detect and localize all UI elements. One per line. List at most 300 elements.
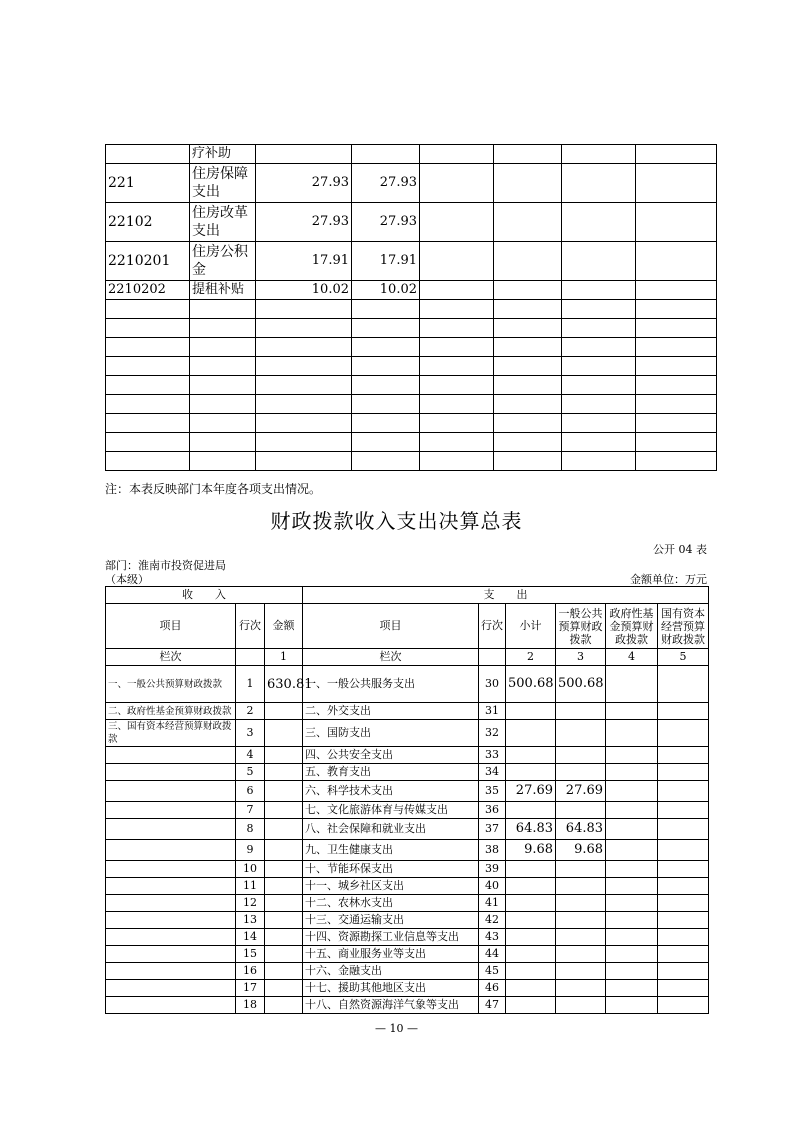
income-amount-cell — [265, 861, 303, 878]
expense-item-cell: 四、公共安全支出 — [303, 747, 479, 764]
col-item: 项目 — [106, 604, 236, 649]
code-cell — [106, 433, 190, 452]
amount-cell: 10.02 — [256, 281, 352, 300]
col-amount: 金额 — [265, 604, 303, 649]
amount-cell — [256, 300, 352, 319]
table-row — [106, 203, 717, 242]
col-item2: 项目 — [303, 604, 479, 649]
fiscal-summary-table — [105, 586, 709, 1014]
expense-item-cell: 十、节能环保支出 — [303, 861, 479, 878]
expense-row-cell: 31 — [479, 703, 506, 720]
code-cell — [106, 319, 190, 338]
state-capital-cell — [658, 703, 709, 720]
expense-item-cell: 十三、交通运输支出 — [303, 912, 479, 929]
income-row-cell: 5 — [236, 764, 265, 781]
page-number: — 10 — — [375, 1022, 418, 1035]
income-amount-cell — [265, 895, 303, 912]
empty-cell — [420, 452, 494, 471]
empty-cell — [562, 395, 636, 414]
state-capital-cell — [658, 720, 709, 747]
fund-budget-cell — [606, 929, 658, 946]
income-item-cell — [106, 929, 236, 946]
expense-row-cell: 44 — [479, 946, 506, 963]
fund-budget-cell — [606, 878, 658, 895]
general-budget-cell: 10.02 — [352, 281, 420, 300]
expense-item-cell: 二、外交支出 — [303, 703, 479, 720]
empty-cell — [636, 281, 717, 300]
income-item-cell — [106, 946, 236, 963]
fund-budget-cell — [606, 861, 658, 878]
col-number-2: 2 — [506, 649, 556, 666]
income-row-cell: 11 — [236, 878, 265, 895]
empty-cell — [562, 242, 636, 281]
table-row — [106, 357, 717, 376]
fund-budget-cell — [606, 802, 658, 819]
amount-cell — [256, 145, 352, 164]
expense-item-cell: 七、文化旅游体育与传媒支出 — [303, 802, 479, 819]
col-row: 行次 — [236, 604, 265, 649]
empty-cell — [494, 338, 562, 357]
income-item-cell — [106, 819, 236, 840]
fund-budget-cell — [606, 946, 658, 963]
income-row-cell: 1 — [236, 666, 265, 703]
table-row — [106, 145, 717, 164]
general-budget-cell — [556, 861, 606, 878]
state-capital-cell — [658, 912, 709, 929]
income-item-cell — [106, 764, 236, 781]
expense-row-cell: 36 — [479, 802, 506, 819]
empty-cell — [636, 203, 717, 242]
state-capital-cell — [658, 802, 709, 819]
general-budget-cell — [556, 929, 606, 946]
income-item-cell — [106, 861, 236, 878]
subtotal-cell — [506, 980, 556, 997]
empty-cell — [636, 164, 717, 203]
expense-row-cell: 39 — [479, 861, 506, 878]
income-amount-cell — [265, 764, 303, 781]
empty-cell — [562, 414, 636, 433]
subtotal-cell — [506, 878, 556, 895]
empty-cell — [420, 395, 494, 414]
income-item-cell — [106, 802, 236, 819]
empty-cell — [562, 376, 636, 395]
expense-item-cell: 一、一般公共服务支出 — [303, 666, 479, 703]
income-row-cell: 12 — [236, 895, 265, 912]
subtotal-cell — [506, 720, 556, 747]
state-capital-cell — [658, 878, 709, 895]
table-row — [106, 781, 709, 802]
lanci-label-2: 栏次 — [303, 649, 479, 666]
income-amount-cell — [265, 819, 303, 840]
amount-cell: 27.93 — [256, 203, 352, 242]
table-row — [106, 878, 709, 895]
col-subtotal: 小计 — [506, 604, 556, 649]
empty-cell — [420, 203, 494, 242]
income-amount-cell — [265, 980, 303, 997]
subtotal-cell — [506, 963, 556, 980]
state-capital-cell — [658, 764, 709, 781]
table-row — [106, 802, 709, 819]
income-amount-cell — [265, 878, 303, 895]
table-row — [106, 929, 709, 946]
empty-cell — [420, 338, 494, 357]
level-label: （本级） — [105, 573, 149, 586]
income-item-cell — [106, 895, 236, 912]
fund-budget-cell — [606, 997, 658, 1014]
general-budget-cell — [352, 376, 420, 395]
general-budget-cell — [352, 452, 420, 471]
empty-cell — [494, 395, 562, 414]
empty-cell — [562, 357, 636, 376]
empty-cell — [420, 145, 494, 164]
name-cell — [190, 300, 256, 319]
table-row — [106, 395, 717, 414]
fund-budget-cell — [606, 895, 658, 912]
empty-cell — [494, 433, 562, 452]
income-row-cell: 2 — [236, 703, 265, 720]
expense-item-cell: 十七、援助其他地区支出 — [303, 980, 479, 997]
income-amount-cell — [265, 929, 303, 946]
expense-row-cell: 34 — [479, 764, 506, 781]
empty-cell — [636, 395, 717, 414]
table-row — [106, 840, 709, 861]
fund-budget-cell — [606, 980, 658, 997]
page-title: 财政拨款收入支出决算总表 — [270, 509, 523, 533]
table-row — [106, 376, 717, 395]
income-item-cell: 三、国有资本经营预算财政拨款 — [106, 720, 236, 747]
expense-row-cell: 40 — [479, 878, 506, 895]
table-note: 注：本表反映部门本年度各项支出情况。 — [105, 482, 322, 496]
income-amount-cell: 630.81 — [265, 666, 303, 703]
empty-cell — [562, 203, 636, 242]
income-header: 收 入 — [106, 587, 303, 604]
code-cell — [106, 145, 190, 164]
fund-budget-cell — [606, 666, 658, 703]
empty-cell — [420, 414, 494, 433]
code-cell — [106, 300, 190, 319]
general-budget-cell — [556, 997, 606, 1014]
income-amount-cell — [265, 781, 303, 802]
code-cell — [106, 395, 190, 414]
general-budget-cell — [556, 703, 606, 720]
empty-cell — [494, 281, 562, 300]
empty-cell — [562, 300, 636, 319]
income-amount-cell — [265, 747, 303, 764]
subtotal-cell — [506, 929, 556, 946]
general-budget-cell — [556, 878, 606, 895]
fund-budget-cell — [606, 963, 658, 980]
general-budget-cell — [556, 764, 606, 781]
expense-item-cell: 六、科学技术支出 — [303, 781, 479, 802]
income-item-cell — [106, 980, 236, 997]
subtotal-cell — [506, 703, 556, 720]
income-amount-cell — [265, 963, 303, 980]
state-capital-cell — [658, 946, 709, 963]
table-row — [106, 912, 709, 929]
income-item-cell — [106, 781, 236, 802]
col-number-3: 3 — [556, 649, 606, 666]
name-cell: 住房改革支出 — [190, 203, 256, 242]
empty-cell — [562, 433, 636, 452]
general-budget-cell — [556, 946, 606, 963]
income-amount-cell — [265, 997, 303, 1014]
general-budget-cell — [556, 802, 606, 819]
expense-item-cell: 十四、资源勘探工业信息等支出 — [303, 929, 479, 946]
fund-budget-cell — [606, 703, 658, 720]
income-item-cell — [106, 997, 236, 1014]
general-budget-cell — [352, 319, 420, 338]
empty-cell — [420, 281, 494, 300]
subtotal-cell: 9.68 — [506, 840, 556, 861]
empty-cell — [494, 452, 562, 471]
table-code: 公开 04 表 — [653, 543, 707, 556]
state-capital-cell — [658, 840, 709, 861]
empty-cell — [562, 164, 636, 203]
table-row — [106, 819, 709, 840]
state-capital-cell — [658, 747, 709, 764]
general-budget-cell: 500.68 — [556, 666, 606, 703]
table-row — [106, 997, 709, 1014]
expense-item-cell: 十二、农林水支出 — [303, 895, 479, 912]
amount-cell: 17.91 — [256, 242, 352, 281]
empty-cell — [420, 242, 494, 281]
general-budget-cell: 64.83 — [556, 819, 606, 840]
expense-row-cell: 41 — [479, 895, 506, 912]
general-budget-cell: 9.68 — [556, 840, 606, 861]
income-row-cell: 18 — [236, 997, 265, 1014]
fund-budget-cell — [606, 840, 658, 861]
table-row — [106, 861, 709, 878]
amount-cell — [256, 395, 352, 414]
empty-cell — [562, 145, 636, 164]
subtotal-cell — [506, 946, 556, 963]
code-cell: 221 — [106, 164, 190, 203]
col-general: 一般公共预算财政拨款 — [556, 604, 606, 649]
col-number-4: 4 — [606, 649, 658, 666]
empty-cell — [494, 203, 562, 242]
income-amount-cell — [265, 720, 303, 747]
table-row — [106, 764, 709, 781]
unit-label: 金额单位：万元 — [630, 573, 707, 586]
table-row — [106, 963, 709, 980]
expense-row-cell: 35 — [479, 781, 506, 802]
income-row-cell: 13 — [236, 912, 265, 929]
general-budget-cell — [556, 720, 606, 747]
subtotal-cell — [506, 997, 556, 1014]
expense-row-cell: 42 — [479, 912, 506, 929]
income-item-cell — [106, 912, 236, 929]
empty-cell — [636, 319, 717, 338]
expense-row-cell: 32 — [479, 720, 506, 747]
expense-row-cell: 46 — [479, 980, 506, 997]
expense-row-cell: 37 — [479, 819, 506, 840]
expense-row-cell: 43 — [479, 929, 506, 946]
state-capital-cell — [658, 963, 709, 980]
table-row — [106, 338, 717, 357]
code-cell — [106, 452, 190, 471]
col-fund: 政府性基金预算财政拨款 — [606, 604, 658, 649]
subtotal-cell — [506, 861, 556, 878]
name-cell — [190, 395, 256, 414]
table-row — [106, 895, 709, 912]
name-cell — [190, 433, 256, 452]
empty-cell — [494, 145, 562, 164]
table-row — [106, 747, 709, 764]
table-row — [106, 452, 717, 471]
income-row-cell: 9 — [236, 840, 265, 861]
state-capital-cell — [658, 929, 709, 946]
state-capital-cell — [658, 980, 709, 997]
empty-cell — [494, 164, 562, 203]
expense-detail-table — [105, 144, 717, 471]
amount-cell: 27.93 — [256, 164, 352, 203]
col-number-1: 1 — [265, 649, 303, 666]
code-cell: 2210202 — [106, 281, 190, 300]
name-cell: 提租补贴 — [190, 281, 256, 300]
income-item-cell — [106, 840, 236, 861]
fund-budget-cell — [606, 764, 658, 781]
subtotal-cell — [506, 747, 556, 764]
income-amount-cell — [265, 802, 303, 819]
table-row — [106, 319, 717, 338]
empty-cell — [636, 452, 717, 471]
general-budget-cell: 17.91 — [352, 242, 420, 281]
empty-cell — [494, 242, 562, 281]
table-row — [106, 946, 709, 963]
expense-row-cell: 30 — [479, 666, 506, 703]
subtotal-cell — [506, 764, 556, 781]
state-capital-cell — [658, 819, 709, 840]
empty-cell — [636, 338, 717, 357]
name-cell: 住房公积金 — [190, 242, 256, 281]
table-row — [106, 720, 709, 747]
general-budget-cell: 27.93 — [352, 203, 420, 242]
code-cell — [106, 338, 190, 357]
income-amount-cell — [265, 840, 303, 861]
amount-cell — [256, 357, 352, 376]
empty-cell — [636, 376, 717, 395]
empty-cell — [420, 376, 494, 395]
subtotal-cell — [506, 802, 556, 819]
empty-cell — [494, 319, 562, 338]
state-capital-cell — [658, 666, 709, 703]
amount-cell — [256, 376, 352, 395]
expense-row-cell: 38 — [479, 840, 506, 861]
general-budget-cell — [352, 300, 420, 319]
income-amount-cell — [265, 703, 303, 720]
general-budget-cell — [556, 980, 606, 997]
fund-budget-cell — [606, 720, 658, 747]
empty-cell — [636, 242, 717, 281]
expense-item-cell: 五、教育支出 — [303, 764, 479, 781]
amount-cell — [256, 452, 352, 471]
table-row — [106, 281, 717, 300]
income-row-cell: 15 — [236, 946, 265, 963]
state-capital-cell — [658, 895, 709, 912]
amount-cell — [256, 319, 352, 338]
general-budget-cell: 27.93 — [352, 164, 420, 203]
general-budget-cell — [556, 963, 606, 980]
table-row — [106, 414, 717, 433]
table-row — [106, 703, 709, 720]
table-row — [106, 433, 717, 452]
expense-item-cell: 十八、自然资源海洋气象等支出 — [303, 997, 479, 1014]
name-cell — [190, 376, 256, 395]
expense-item-cell: 十五、商业服务业等支出 — [303, 946, 479, 963]
name-cell — [190, 414, 256, 433]
general-budget-cell — [352, 414, 420, 433]
subtotal-cell — [506, 895, 556, 912]
name-cell — [190, 319, 256, 338]
income-item-cell — [106, 878, 236, 895]
fund-budget-cell — [606, 912, 658, 929]
general-budget-cell — [556, 912, 606, 929]
name-cell — [190, 338, 256, 357]
empty-cell — [636, 357, 717, 376]
code-cell — [106, 414, 190, 433]
empty-cell — [420, 433, 494, 452]
name-cell: 住房保障支出 — [190, 164, 256, 203]
expense-header: 支 出 — [303, 587, 709, 604]
income-row-cell: 17 — [236, 980, 265, 997]
fund-budget-cell — [606, 819, 658, 840]
income-row-cell: 4 — [236, 747, 265, 764]
table-row — [106, 300, 717, 319]
empty-cell — [562, 452, 636, 471]
general-budget-cell — [556, 747, 606, 764]
empty-cell — [420, 164, 494, 203]
income-item-cell — [106, 747, 236, 764]
empty-cell — [636, 300, 717, 319]
table-row — [106, 242, 717, 281]
name-cell — [190, 452, 256, 471]
income-amount-cell — [265, 946, 303, 963]
empty-cell — [494, 357, 562, 376]
empty-cell — [636, 145, 717, 164]
amount-cell — [256, 338, 352, 357]
empty-cell — [562, 319, 636, 338]
name-cell — [190, 357, 256, 376]
expense-item-cell: 三、国防支出 — [303, 720, 479, 747]
table-row — [106, 980, 709, 997]
general-budget-cell — [352, 357, 420, 376]
table-row — [106, 666, 709, 703]
department-label: 部门：淮南市投资促进局 — [105, 559, 226, 572]
code-cell — [106, 357, 190, 376]
lanci-label: 栏次 — [106, 649, 236, 666]
income-row-cell: 8 — [236, 819, 265, 840]
income-row-cell: 6 — [236, 781, 265, 802]
income-item-cell — [106, 963, 236, 980]
general-budget-cell — [352, 433, 420, 452]
state-capital-cell — [658, 781, 709, 802]
expense-item-cell: 九、卫生健康支出 — [303, 840, 479, 861]
expense-row-cell: 45 — [479, 963, 506, 980]
empty-cell — [636, 414, 717, 433]
subtotal-cell: 27.69 — [506, 781, 556, 802]
expense-item-cell: 八、社会保障和就业支出 — [303, 819, 479, 840]
state-capital-cell — [658, 997, 709, 1014]
col-number-5: 5 — [658, 649, 709, 666]
income-amount-cell — [265, 912, 303, 929]
empty-cell — [420, 319, 494, 338]
empty-cell — [420, 300, 494, 319]
col-row2: 行次 — [479, 604, 506, 649]
general-budget-cell — [352, 145, 420, 164]
fund-budget-cell — [606, 747, 658, 764]
expense-row-cell: 47 — [479, 997, 506, 1014]
empty-cell — [494, 414, 562, 433]
